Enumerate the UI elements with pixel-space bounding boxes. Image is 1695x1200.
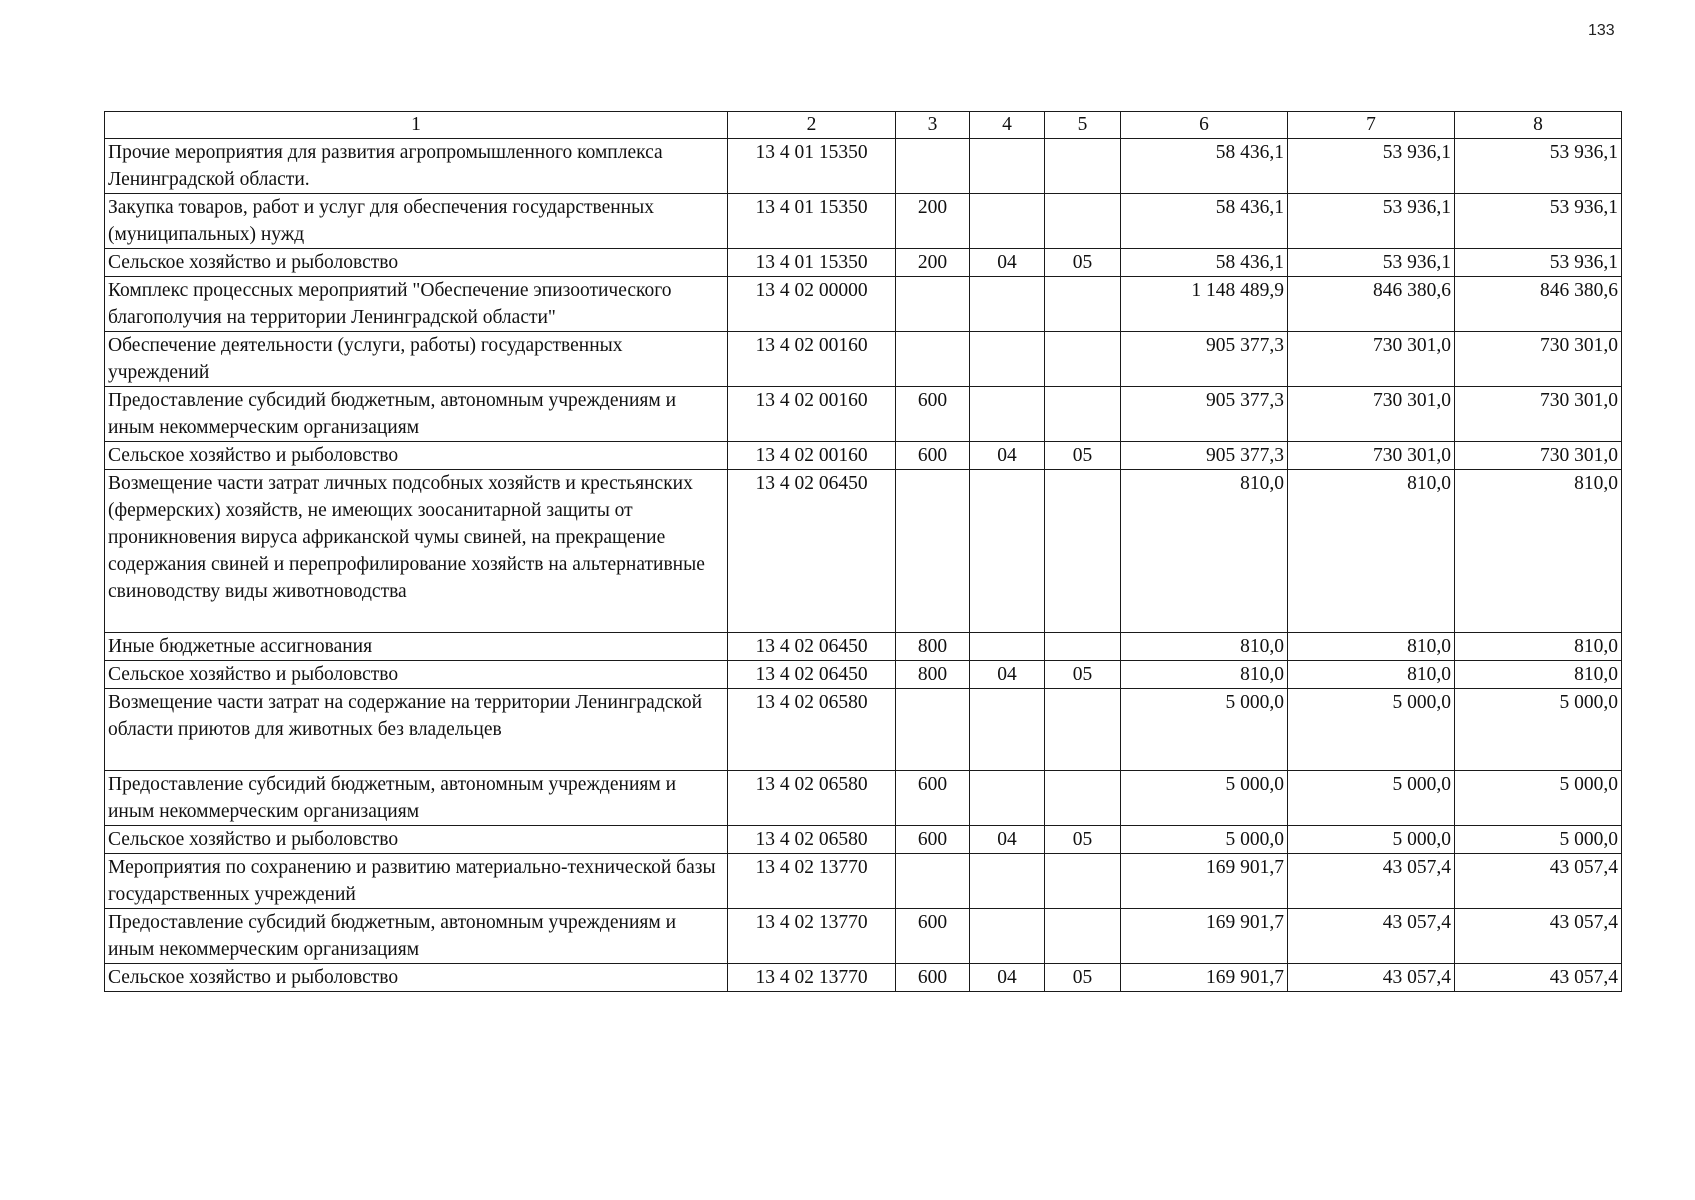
row-name: Предоставление субсидий бюджетным, автономным учреждениям и иным некоммерческим организациям [105,909,728,964]
section: 04 [970,442,1045,470]
section [970,277,1045,332]
amount-col-6: 905 377,3 [1121,442,1288,470]
section [970,194,1045,249]
target-code: 13 4 01 15350 [728,249,896,277]
table-row [105,689,1622,771]
subsection [1045,387,1121,442]
header-cell: 8 [1455,112,1622,139]
row-name: Сельское хозяйство и рыболовство [105,249,728,277]
row-name: Сельское хозяйство и рыболовство [105,964,728,992]
amount-col-7: 5 000,0 [1288,826,1455,854]
amount-col-8: 43 057,4 [1455,964,1622,992]
amount-col-7: 43 057,4 [1288,964,1455,992]
target-code: 13 4 02 06450 [728,661,896,689]
target-code: 13 4 02 00160 [728,387,896,442]
amount-col-7: 730 301,0 [1288,442,1455,470]
table-row [105,470,1622,633]
amount-col-6: 810,0 [1121,661,1288,689]
subsection [1045,194,1121,249]
section [970,771,1045,826]
section [970,387,1045,442]
amount-col-7: 810,0 [1288,633,1455,661]
amount-col-8: 53 936,1 [1455,139,1622,194]
header-cell: 1 [105,112,728,139]
subsection [1045,689,1121,771]
amount-col-8: 5 000,0 [1455,689,1622,771]
row-name: Обеспечение деятельности (услуги, работы) государственных учреждений [105,332,728,387]
expense-type [896,139,970,194]
header-row [105,112,1622,139]
target-code: 13 4 02 06580 [728,689,896,771]
amount-col-8: 730 301,0 [1455,332,1622,387]
expense-type: 200 [896,249,970,277]
section: 04 [970,249,1045,277]
target-code: 13 4 02 13770 [728,964,896,992]
section: 04 [970,964,1045,992]
amount-col-7: 5 000,0 [1288,771,1455,826]
section [970,332,1045,387]
header-cell: 4 [970,112,1045,139]
amount-col-7: 730 301,0 [1288,332,1455,387]
table-row [105,194,1622,249]
header-cell: 2 [728,112,896,139]
row-name: Закупка товаров, работ и услуг для обеспечения государственных (муниципальных) нужд [105,194,728,249]
expense-type: 200 [896,194,970,249]
row-name: Сельское хозяйство и рыболовство [105,661,728,689]
table-row [105,139,1622,194]
row-name: Предоставление субсидий бюджетным, автономным учреждениям и иным некоммерческим организациям [105,387,728,442]
subsection [1045,470,1121,633]
expense-type: 800 [896,633,970,661]
amount-col-6: 5 000,0 [1121,826,1288,854]
table-row [105,249,1622,277]
expense-type: 600 [896,909,970,964]
section: 04 [970,661,1045,689]
subsection [1045,909,1121,964]
amount-col-8: 810,0 [1455,661,1622,689]
amount-col-7: 43 057,4 [1288,854,1455,909]
amount-col-8: 5 000,0 [1455,771,1622,826]
amount-col-6: 905 377,3 [1121,332,1288,387]
expense-type [896,277,970,332]
amount-col-6: 1 148 489,9 [1121,277,1288,332]
amount-col-8: 810,0 [1455,633,1622,661]
target-code: 13 4 02 06450 [728,470,896,633]
target-code: 13 4 02 06450 [728,633,896,661]
expense-type: 600 [896,442,970,470]
amount-col-6: 58 436,1 [1121,194,1288,249]
target-code: 13 4 02 13770 [728,909,896,964]
table-row [105,442,1622,470]
subsection [1045,633,1121,661]
amount-col-6: 58 436,1 [1121,249,1288,277]
target-code: 13 4 01 15350 [728,139,896,194]
row-name: Комплекс процессных мероприятий "Обеспечение эпизоотического благополучия на территории Ленинградской области" [105,277,728,332]
target-code: 13 4 02 06580 [728,826,896,854]
subsection [1045,854,1121,909]
amount-col-8: 810,0 [1455,470,1622,633]
amount-col-6: 810,0 [1121,633,1288,661]
row-name: Предоставление субсидий бюджетным, автономным учреждениям и иным некоммерческим организациям [105,771,728,826]
amount-col-6: 5 000,0 [1121,689,1288,771]
amount-col-7: 53 936,1 [1288,194,1455,249]
amount-col-6: 169 901,7 [1121,854,1288,909]
header-cell: 7 [1288,112,1455,139]
section [970,139,1045,194]
amount-col-6: 5 000,0 [1121,771,1288,826]
target-code: 13 4 02 00000 [728,277,896,332]
budget-table [104,111,1622,992]
expense-type: 600 [896,826,970,854]
table-row [105,964,1622,992]
subsection [1045,771,1121,826]
amount-col-8: 53 936,1 [1455,249,1622,277]
target-code: 13 4 02 13770 [728,854,896,909]
amount-col-8: 846 380,6 [1455,277,1622,332]
table-row [105,826,1622,854]
target-code: 13 4 01 15350 [728,194,896,249]
amount-col-8: 5 000,0 [1455,826,1622,854]
page-number: 133 [1588,22,1615,39]
section [970,470,1045,633]
header-cell: 6 [1121,112,1288,139]
subsection: 05 [1045,249,1121,277]
amount-col-7: 810,0 [1288,470,1455,633]
subsection: 05 [1045,826,1121,854]
section [970,909,1045,964]
header-cell: 3 [896,112,970,139]
amount-col-8: 43 057,4 [1455,909,1622,964]
row-name: Сельское хозяйство и рыболовство [105,826,728,854]
table-row [105,661,1622,689]
amount-col-6: 905 377,3 [1121,387,1288,442]
subsection [1045,139,1121,194]
amount-col-8: 730 301,0 [1455,442,1622,470]
expense-type [896,332,970,387]
table-row [105,633,1622,661]
subsection [1045,332,1121,387]
amount-col-6: 810,0 [1121,470,1288,633]
expense-type [896,689,970,771]
subsection: 05 [1045,661,1121,689]
table-row [105,771,1622,826]
target-code: 13 4 02 00160 [728,442,896,470]
header-cell: 5 [1045,112,1121,139]
section: 04 [970,826,1045,854]
target-code: 13 4 02 06580 [728,771,896,826]
expense-type: 800 [896,661,970,689]
amount-col-6: 58 436,1 [1121,139,1288,194]
amount-col-7: 53 936,1 [1288,249,1455,277]
amount-col-6: 169 901,7 [1121,964,1288,992]
table-row [105,854,1622,909]
row-name: Возмещение части затрат личных подсобных хозяйств и крестьянских (фермерских) хозяйств, не имеющих зоосанитарной защиты от проникновения вируса африканской чумы свиней, на прекращение содержания свиней и перепрофилирование хозяйств на альтернативные свиноводству виды животноводства [105,470,728,633]
expense-type [896,470,970,633]
section [970,689,1045,771]
target-code: 13 4 02 00160 [728,332,896,387]
row-name: Возмещение части затрат на содержание на территории Ленинградской области приютов для животных без владельцев [105,689,728,771]
row-name: Сельское хозяйство и рыболовство [105,442,728,470]
section [970,854,1045,909]
section [970,633,1045,661]
amount-col-8: 730 301,0 [1455,387,1622,442]
row-name: Иные бюджетные ассигнования [105,633,728,661]
row-name: Прочие мероприятия для развития агропромышленного комплекса Ленинградской области. [105,139,728,194]
row-name: Мероприятия по сохранению и развитию материально-технической базы государственных учреждений [105,854,728,909]
table-row [105,277,1622,332]
amount-col-7: 846 380,6 [1288,277,1455,332]
amount-col-6: 169 901,7 [1121,909,1288,964]
expense-type: 600 [896,964,970,992]
table-row [105,909,1622,964]
amount-col-7: 810,0 [1288,661,1455,689]
amount-col-8: 53 936,1 [1455,194,1622,249]
amount-col-7: 5 000,0 [1288,689,1455,771]
amount-col-7: 730 301,0 [1288,387,1455,442]
expense-type: 600 [896,387,970,442]
subsection [1045,277,1121,332]
subsection: 05 [1045,442,1121,470]
amount-col-7: 53 936,1 [1288,139,1455,194]
amount-col-8: 43 057,4 [1455,854,1622,909]
table-row [105,332,1622,387]
subsection: 05 [1045,964,1121,992]
expense-type [896,854,970,909]
expense-type: 600 [896,771,970,826]
table-row [105,387,1622,442]
table-body [105,139,1622,992]
amount-col-7: 43 057,4 [1288,909,1455,964]
